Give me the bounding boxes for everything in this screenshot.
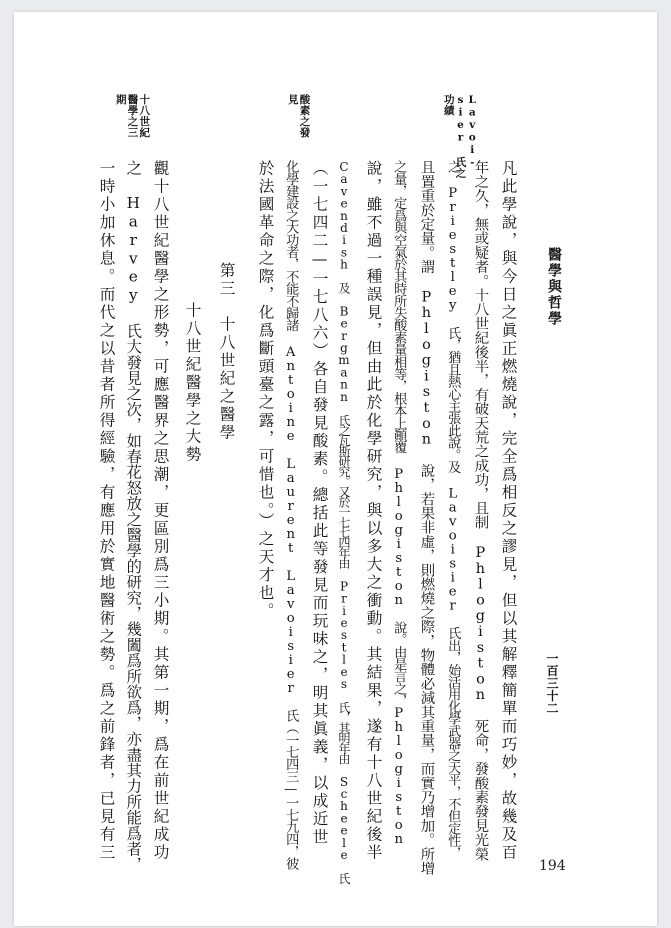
subsection-title: 十八世紀醫學之大勢	[183, 302, 202, 464]
text-column: 凡此學說，與今日之眞正燃燒說，完全爲相反之謬見，但以其解釋簡單而巧妙，故幾及百	[499, 160, 518, 862]
text-column: 觀十八世紀醫學之形勢，可應醫界之思潮，更區別爲三小期。其第一期，爲在前世紀成功	[151, 160, 170, 862]
margin-note-eighteenth-century: 十八世紀 醫學之三 期	[114, 94, 151, 138]
text-column: 一時小加休息。而代之以昔者所得經驗，有應用於實地醫術之勢。爲之前鋒者，已見有三	[97, 160, 116, 862]
folio: 一百三十二	[545, 652, 559, 715]
section-title: 第三 十八世紀之醫學	[217, 262, 236, 442]
text-column: 之量，定爲與空氣於其時所失酸素量相等，根本上顚覆 Phlogiston 說。由是言之，Phlogiston	[391, 160, 407, 847]
text-column: 且置重於定量。謂 Phlogiston 說，若果非虛，則燃燒之際，物體必減其重量，而實乃增加。所增	[418, 160, 435, 875]
text-column: 化學建設之大功者，不能不歸諸 Antoine Laurent Lavoisier 氏（一七四三—一七九四，彼	[283, 160, 299, 870]
text-column: （一七四二—一七八六）各自發見酸素。總括此等發見而玩味之，明其眞義，以成近世	[310, 160, 329, 847]
text-column: 年之久，無或疑者。十八世紀後半，有破天荒之成功，且制 Phlogiston 死命，發酸素發見光榮	[472, 160, 489, 861]
text-column: 之 Harvey 氏大發見之次，如春花怒放之醫學的研究，幾闔爲所欲爲，亦盡其力所能爲者，	[124, 160, 143, 873]
book-page	[14, 12, 657, 926]
running-head: 醫學與哲學	[546, 247, 562, 327]
margin-note-lavoisier: Lavoi- sier 氏之 功績	[442, 94, 479, 179]
text-column: 之 Priestley 氏，猶且熱心主張此說。及 Lavoisier 氏出，始活用化學武器之天平，不但定性，	[445, 160, 461, 859]
text-column: 說，雖不過一種誤見，但由此於化學研究，與以多大之衝動。其結果，遂有十八世紀後半	[364, 160, 383, 862]
text-column: Cavendish 及 Bergmann 氏之瓦斯研究。又於一七七四年由 Priestles 氏，其明年由 Scheele 氏	[337, 160, 351, 883]
page-number: 194	[539, 858, 566, 874]
text-column: 於法國革命之際，化爲斷頭臺之露，可惜也。）之天才也。	[256, 160, 275, 621]
margin-note-oxygen: 酸素之發 見	[286, 94, 311, 138]
